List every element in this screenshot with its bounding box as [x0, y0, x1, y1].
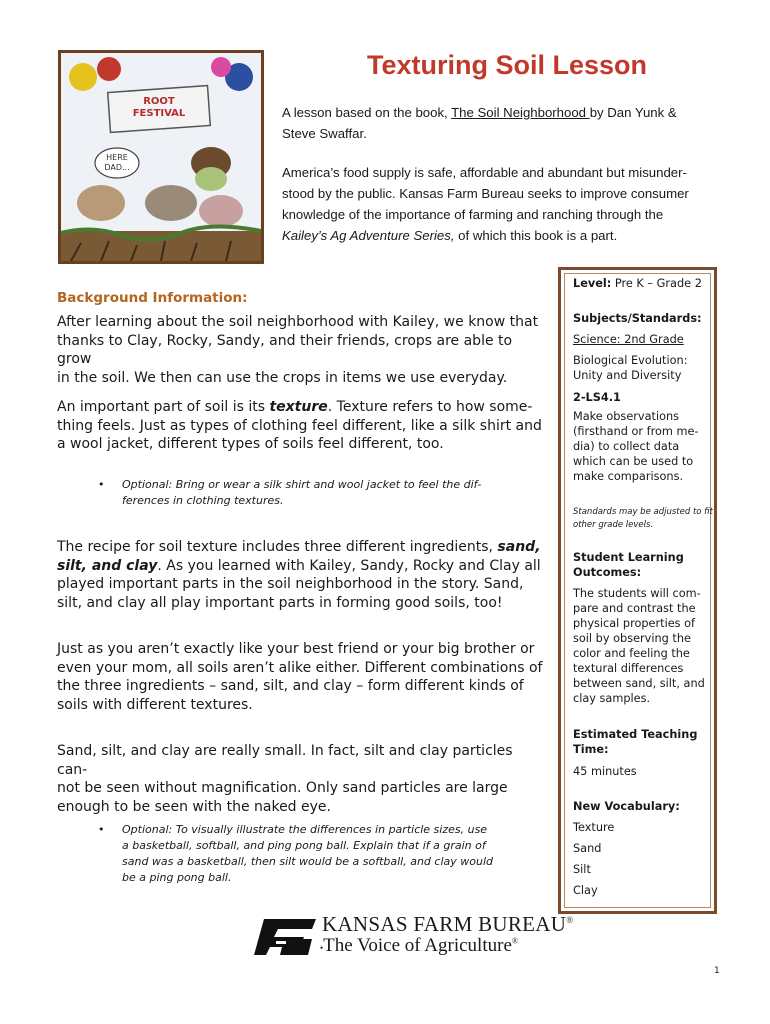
intro-text: A lesson based on the book,	[282, 105, 452, 120]
lesson-info-sidebar	[558, 267, 717, 914]
vocab-item: Silt	[573, 863, 591, 876]
teaching-time-label	[573, 727, 713, 757]
science-standard-link[interactable]: Science: 2nd Grade	[573, 333, 684, 346]
intro-text: knowledge of the importance of farming and ranching through the	[282, 207, 664, 222]
text-line: Optional: To visually illustrate the differences in particle sizes, use	[122, 823, 488, 836]
intro-paragraph-2	[282, 162, 722, 246]
vocabulary-label-text: New Vocabulary:	[573, 800, 680, 813]
text-line: in the soil. We then can use the crops in items we use everyday.	[57, 369, 508, 386]
background-paragraph-1	[57, 313, 547, 387]
text-line: ferences in clothing textures.	[122, 494, 284, 507]
cover-drawing	[61, 53, 261, 261]
text-line: After learning about the soil neighborhood with Kailey, we know that	[57, 314, 539, 330]
intro-text: stood by the public. Kansas Farm Bureau seeks to improve consumer	[282, 186, 689, 201]
text-line: sand was a basketball, then silt would be a softball, and clay would	[122, 855, 494, 868]
teaching-time-value: 45 minutes	[573, 765, 637, 778]
page-number: 1	[714, 966, 720, 976]
background-paragraph-4	[57, 640, 547, 714]
book-title-link: The Soil Neighborhood	[451, 105, 590, 120]
text-line: be a ping pong ball.	[122, 871, 232, 884]
book-cover-illustration	[58, 50, 264, 264]
subjects-label	[573, 311, 713, 326]
keyword-sand: sand,	[497, 539, 541, 555]
org-name-text: KANSAS FARM BUREAU	[322, 912, 567, 936]
intro-text: America’s food supply is safe, affordable and abundant but misunder-	[282, 165, 687, 180]
background-paragraph-2	[57, 398, 547, 454]
text-line: Time:	[573, 743, 609, 756]
level-row	[573, 276, 713, 291]
text-line: other grade levels.	[573, 520, 654, 530]
vocab-item: Sand	[573, 842, 602, 855]
text-line: Student Learning	[573, 551, 684, 564]
vocabulary-label	[573, 799, 713, 814]
series-name: Kailey’s Ag Adventure Series,	[282, 228, 455, 243]
org-name	[322, 912, 573, 937]
text-line: Just as you aren’t exactly like your best friend or your big brother or	[57, 641, 535, 657]
text-line: make comparisons.	[573, 470, 684, 483]
text-line: . Texture refers to how some-	[327, 399, 533, 415]
text-line: Make observations	[573, 410, 680, 423]
text-line: which can be used to	[573, 455, 694, 468]
text-line: played important parts in the soil neighborhood in the story. Sand,	[57, 576, 524, 592]
keyword-texture: texture	[269, 399, 328, 415]
text-line: not be seen without magnification. Only sand particles are large	[57, 780, 508, 796]
text-line: a wool jacket, different types of soils feel different, too.	[57, 436, 444, 452]
level-label: Level:	[573, 277, 612, 290]
text-line: thanks to Clay, Rocky, Sandy, and their friends, crops are able to grow	[57, 332, 513, 367]
text-line: dia) to collect data	[573, 440, 680, 453]
text-line: (firsthand or from me-	[573, 425, 699, 438]
subjects-label-text: Subjects/Standards:	[573, 312, 702, 325]
intro-text: by Dan Yunk &	[589, 105, 677, 120]
text-line: Sand, silt, and clay are really small. In fact, silt and clay particles can-	[57, 743, 513, 778]
text-line: enough to be seen with the naked eye.	[57, 798, 331, 815]
page-title: Texturing Soil Lesson	[366, 50, 648, 80]
text-line: soils with different textures.	[57, 696, 253, 713]
text-line: Outcomes:	[573, 566, 642, 579]
text-line: even your mom, all soils aren’t alike either. Different combinations of	[57, 659, 543, 676]
text-line: pare and contrast the	[573, 602, 696, 615]
text-line: Standards may be adjusted to fit	[573, 507, 713, 517]
text-line: clay samples.	[573, 692, 651, 705]
intro-text: of which this book is a part.	[454, 228, 618, 243]
text-line: Optional: Bring or wear a silk shirt and wool jacket to feel the dif-	[122, 478, 482, 491]
vocab-item: Texture	[573, 821, 615, 834]
tagline-bullet: •	[320, 943, 324, 953]
standard-code-text: 2-LS4.1	[573, 391, 621, 404]
festival-sign-text: ROOT FESTIVAL	[132, 96, 186, 119]
text-line: physical properties of	[573, 617, 696, 630]
standard-description	[573, 409, 713, 484]
level-value: Pre K – Grade 2	[611, 277, 702, 290]
intro-paragraph-1	[282, 102, 722, 144]
text-line: The recipe for soil texture includes three different ingredients,	[57, 539, 498, 555]
biological-evolution	[573, 353, 713, 383]
text-line: An important part of soil is its	[57, 399, 270, 415]
background-paragraph-5	[57, 742, 547, 816]
text-line: soil by observing the	[573, 632, 691, 645]
outcomes-text	[573, 586, 713, 706]
standards-note	[573, 506, 713, 532]
org-tagline	[320, 935, 518, 957]
speech-bubble-text: HERE	[106, 153, 128, 162]
vocab-item: Clay	[573, 884, 598, 897]
text-line: silt, and clay all play important parts in forming good soils, too!	[57, 594, 503, 611]
text-line: color and feeling the	[573, 647, 690, 660]
text-line: textural differences	[573, 662, 684, 675]
optional-bullet-1	[122, 477, 542, 509]
keyword-silt-clay: silt, and clay	[57, 557, 158, 574]
background-paragraph-3	[57, 538, 547, 612]
text-line: Unity and Diversity	[573, 369, 682, 382]
standard-code	[573, 390, 713, 405]
registered-mark: ®	[511, 936, 518, 946]
tagline-text: The Voice of Agriculture	[323, 935, 512, 956]
text-line: thing feels. Just as types of clothing feel different, like a silk shirt and	[57, 417, 542, 434]
intro-text: Steve Swaffar.	[282, 126, 367, 141]
text-line: The students will com-	[573, 587, 701, 600]
text-line: the three ingredients – sand, silt, and clay – form different kinds of	[57, 678, 524, 694]
registered-mark: ®	[566, 915, 574, 925]
text-line: Estimated Teaching	[573, 728, 698, 741]
text-line: Biological Evolution:	[573, 354, 688, 367]
text-line: . As you learned with Kailey, Sandy, Rocky and Clay all	[157, 557, 541, 574]
svg-text:DAD...: DAD...	[104, 163, 130, 172]
text-line: a basketball, softball, and ping pong ball. Explain that if a grain of	[122, 839, 486, 852]
text-line: between sand, silt, and	[573, 677, 705, 690]
outcomes-label	[573, 550, 713, 580]
optional-bullet-2	[122, 822, 542, 886]
background-heading: Background Information:	[57, 290, 248, 306]
